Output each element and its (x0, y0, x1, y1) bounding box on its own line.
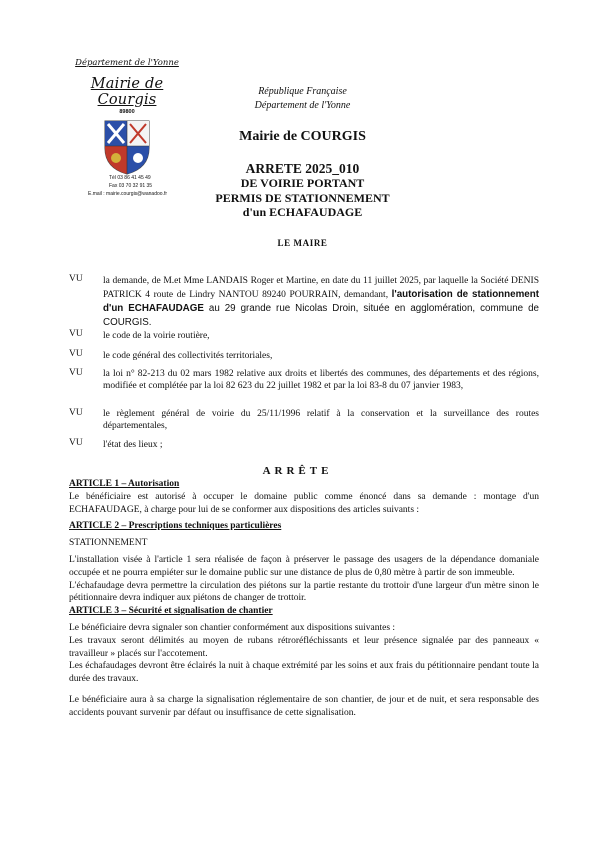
header-republique: République Française (258, 86, 347, 97)
coat-of-arms-icon (102, 118, 152, 176)
arrete-subtitle-2: PERMIS DE STATIONNEMENT (215, 190, 390, 205)
vu-item (69, 368, 539, 392)
mairie-logo (62, 58, 192, 176)
contact-email: E.mail : mairie.courgis@wanadoo.fr (88, 191, 167, 197)
contact-phone: Tél 03 86 41 45 49 (109, 175, 151, 181)
contact-block (88, 174, 192, 198)
article-2-paragraph: L'échafaudage devra permettre la circulation des piétons sur la partie restante du trottoir d'une largeur d'un mètre sinon le pétitionnaire devra indiquer aux piétons de changer de trottoir. (69, 580, 539, 604)
articles-body (69, 478, 539, 720)
vu-text-rest: au 29 grande rue Nicolas Droin, située en agglomération, commune de COURGIS. (103, 303, 539, 328)
le-maire-heading: LE MAIRE (277, 238, 328, 248)
document-header (200, 85, 405, 220)
vu-item (69, 408, 539, 432)
article-2-title: ARTICLE 2 – Prescriptions techniques particulières (69, 521, 282, 532)
article-3-paragraph: Le bénéficiaire aura à sa charge la signalisation réglementaire de son chantier, de jour et de nuit, et sera responsable des accidents pouvant survenir par défaut ou insuffisance de cette signalisation. (69, 694, 539, 718)
article-1-text: Le bénéficiaire est autorisé à occuper le domaine public comme énoncé dans sa demande : montage d'un ECHAFAUDAGE, à charge pour lui de se conformer aux dispositions des articles suivants : (69, 491, 539, 515)
arrete-number: ARRETE 2025_010 (245, 161, 360, 176)
vu-text: l'état des lieux ; (103, 440, 163, 450)
article-3-paragraph: Les travaux seront délimités au moyen de rubans rétroréfléchissants et leur présence signalée par des panneaux « travailleur » placés sur l'accotement. (69, 635, 539, 659)
arrete-subtitle-1: DE VOIRIE PORTANT (240, 176, 365, 190)
logo-mairie-name: Mairie de Courgis (90, 76, 164, 108)
arrete-subtitle-3: d'un ECHAFAUDAGE (242, 205, 363, 219)
article-3-paragraph: Le bénéficiaire devra signaler son chantier conformément aux dispositions suivantes : (69, 622, 396, 633)
vu-label: VU (69, 349, 83, 359)
header-departement: Département de l'Yonne (254, 100, 351, 111)
vu-label: VU (69, 329, 83, 339)
article-2-paragraph: L'installation visée à l'article 1 sera réalisée de façon à préserver le passage des usagers de la dépendance domaniale occupée et ne pourra empiéter sur le domaine public sur une distance de plus de 0,80 mètre à partir de son immeuble. (69, 554, 539, 578)
article-3-title: ARTICLE 3 – Sécurité et signalisation de chantier (69, 606, 273, 617)
vu-label: VU (69, 408, 83, 418)
header-mairie: Mairie de COURGIS (239, 129, 366, 144)
article-3-paragraph: Les échafaudages devront être éclairés la nuit à chaque extrémité par les soins et aux frais du pétitionnaire pendant toute la durée des travaux. (69, 661, 539, 685)
vu-text: le code général des collectivités territoriales, (103, 351, 273, 361)
arrete-heading: ARRÊTE (262, 465, 333, 477)
vu-text: la loi n° 82-213 du 02 mars 1982 relative aux droits et libertés des communes, des départements et des régions, modifiée et complétée par la loi 82 623 du 22 juillet 1982 et par la loi 83-8 du 07 janvier 1983, (103, 369, 539, 391)
article-2-subheading: STATIONNEMENT (69, 538, 148, 549)
vu-item (69, 438, 539, 452)
vu-item (69, 329, 539, 343)
vu-text: la demande, de M.et Mme LANDAIS Roger et Martine, en date du 11 juillet 2025, par laquelle la Société DENIS PATRICK 4 route de Lindry NANTOU 89240 POURRAIN, demandant, (103, 276, 539, 300)
logo-postcode: 89800 (119, 109, 135, 115)
vu-label: VU (69, 438, 83, 448)
vu-label: VU (69, 274, 83, 284)
logo-department: Département de l'Yonne (75, 58, 179, 68)
contact-fax: Fax 03 70 32 91 35 (109, 183, 153, 189)
vu-label: VU (69, 368, 83, 378)
vu-text: le code de la voirie routière, (103, 331, 210, 341)
vu-bold-text: l'autorisation de stationnement d'un ECHAFAUDAGE (103, 289, 539, 314)
vu-item (69, 274, 539, 330)
article-1-title: ARTICLE 1 – Autorisation (69, 479, 180, 489)
vu-item (69, 349, 539, 363)
vu-text: le règlement général de voirie du 25/11/1996 relatif à la conservation et la surveillance des routes départementales, (103, 409, 539, 431)
